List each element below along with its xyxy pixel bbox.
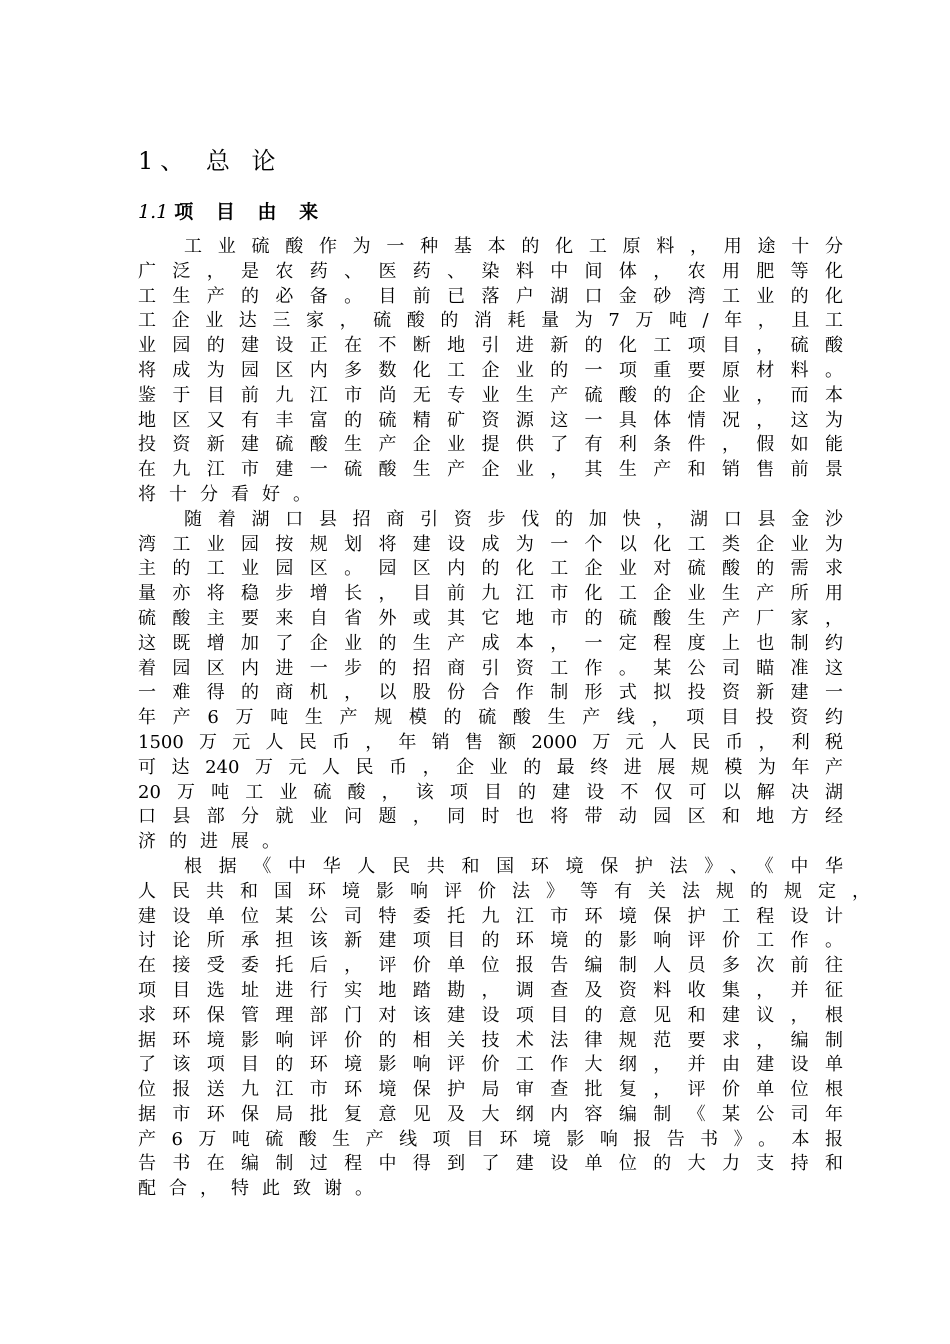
text-line: 产6万吨硫酸生产线项目环境影响报告书》。本报 [138, 1128, 843, 1150]
text-line: 济的进展。 [138, 831, 293, 853]
text-line: 口县部分就业问题，同时也将带动园区和地方经 [138, 806, 843, 828]
text-line: 据市环保局批复意见及大纲内容编制《某公司年 [138, 1103, 843, 1125]
text-line: 主的工业园区。园区内的化工企业对硫酸的需求 [138, 558, 843, 580]
text-line: 一难得的商机，以股份合作制形式拟投资新建一 [138, 682, 843, 704]
text-line: 年产6万吨生产规模的硫酸生产线，项目投资约 [138, 707, 843, 729]
text-line: 工业硫酸作为一种基本的化工原料，用途十分 [184, 236, 843, 257]
text-line: 着园区内进一步的招商引资工作。某公司瞄准这 [138, 657, 843, 679]
text-line: 人民共和国环境影响评价法》等有关法规的规定， [138, 880, 870, 902]
text-line: 鉴于目前九江市尚无专业生产硫酸的企业，而本 [138, 384, 843, 406]
text-line: 投资新建硫酸生产企业提供了有利条件，假如能 [138, 434, 843, 456]
text-line: 地区又有丰富的硫精矿资源这一具体情况，这为 [138, 409, 843, 431]
text-line: 业园的建设正在不断地引进新的化工项目，硫酸 [138, 335, 843, 357]
text-line: 硫酸主要来自省外或其它地市的硫酸生产厂家， [138, 607, 843, 629]
text-line: 建设单位某公司特委托九江市环境保护工程设计 [138, 905, 843, 927]
text-line: 在接受委托后，评价单位报告编制人员多次前往 [138, 955, 843, 977]
paragraph-2 [138, 508, 843, 855]
body-text [138, 235, 870, 1202]
text-line: 项目选址进行实地踏勘，调查及资料收集，并征 [138, 979, 843, 1001]
text-line: 配合，特此致谢。 [138, 1178, 386, 1200]
text-line: 告书在编制过程中得到了建设单位的大力支持和 [138, 1153, 843, 1175]
text-line: 根据《中华人民共和国环境保护法》、《中华 [184, 855, 843, 877]
text-line: 这既增加了企业的生产成本，一定程度上也制约 [138, 632, 843, 654]
text-line: 广泛，是农药、医药、染料中间体，农用肥等化 [138, 260, 843, 282]
text-line: 工生产的必备。目前已落户湖口金砂湾工业的化 [138, 285, 843, 307]
section-heading [138, 199, 326, 225]
chapter-title: 1、 总 论 [138, 147, 283, 175]
text-line: 随着湖口县招商引资步伐的加快，湖口县金沙 [184, 508, 843, 530]
paragraph-3 [138, 855, 870, 1202]
text-line: 了该项目的环境影响评价工作大纲，并由建设单 [138, 1054, 843, 1076]
text-line: 湾工业园按规划将建设成为一个以化工类企业为 [138, 533, 843, 555]
text-line: 将成为园区内多数化工企业的一项重要原材料。 [138, 359, 843, 381]
text-line: 讨论所承担该新建项目的环境的影响评价工作。 [138, 930, 843, 952]
paragraph-1 [138, 235, 843, 508]
text-line: 量亦将稳步增长，目前九江市化工企业生产所用 [138, 583, 843, 605]
text-line: 据环境影响评价的相关技术法律规范要求，编制 [138, 1029, 843, 1051]
text-line: 1500万元人民币，年销售额2000万元人民币，利税 [138, 731, 843, 753]
text-line: 求环保管理部门对该建设项目的意见和建议，根 [138, 1004, 843, 1026]
text-line: 工企业达三家，硫酸的消耗量为7万吨/年，且工 [138, 310, 843, 332]
text-line: 将十分看好。 [138, 483, 324, 505]
section-number: 1.1 [138, 201, 169, 223]
text-line: 在九江市建一硫酸生产企业，其生产和销售前景 [138, 459, 843, 481]
text-line: 20万吨工业硫酸，该项目的建设不仅可以解决湖 [138, 781, 843, 803]
section-title: 项 目 由 来 [174, 201, 327, 223]
text-line: 位报送九江市环境保护局审查批复，评价单位根 [138, 1079, 843, 1101]
text-line: 可达240万元人民币，企业的最终进展规模为年产 [138, 756, 843, 778]
